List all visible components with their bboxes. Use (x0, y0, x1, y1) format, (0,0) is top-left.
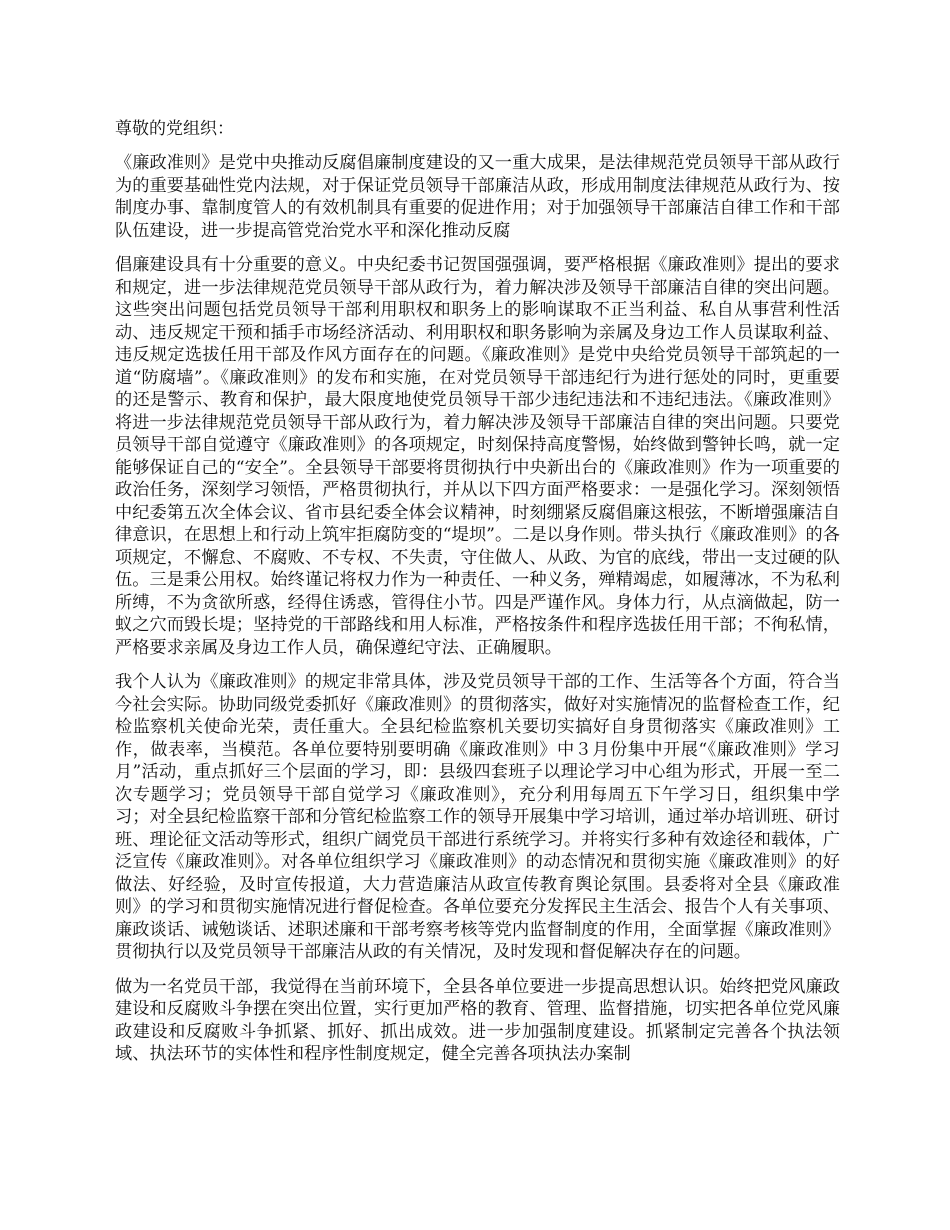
paragraph-4: 做为一名党员干部，我觉得在当前环境下，全县各单位要进一步提高思想认识。始终把党风廉政建设和反腐败斗争摆在突出位置，实行更加严格的教育、管理、监督措施，切实把各单位党风廉政建设和反腐败斗争抓紧、抓好、抓出成效。进一步加强制度建设。抓紧制定完善各个执法领域、执法环节的实体性和程序性制度规定，健全完善各项执法办案制 (115, 976, 840, 1064)
paragraph-1: 《廉政准则》是党中央推动反腐倡廉制度建设的又一重大成果，是法律规范党员领导干部从政行为的重要基础性党内法规，对于保证党员领导干部廉洁从政，形成用制度法律规范从政行为、按制度办事、靠制度管人的有效机制具有重要的促进作用；对于加强领导干部廉洁自律工作和干部队伍建设，进一步提高管党治党水平和深化推动反腐 (115, 153, 840, 241)
paragraph-3: 我个人认为《廉政准则》的规定非常具体，涉及党员领导干部的工作、生活等各个方面，符合当今社会实际。协助同级党委抓好《廉政准则》的贯彻落实，做好对实施情况的监督检查工作，纪检监察机关使命光荣，责任重大。全县纪检监察机关要切实搞好自身贯彻落实《廉政准则》工作，做表率，当模范。各单位要特别要明确《廉政准则》中３月份集中开展“《廉政准则》学习月”活动，重点抓好三个层面的学习，即：县级四套班子以理论学习中心组为形式，开展一至二次专题学习；党员领导干部自觉学习《廉政准则》，充分利用每周五下午学习日，组织集中学习；对全县纪检监察干部和分管纪检监察工作的领导开展集中学习培训，通过举办培训班、研讨班、理论征文活动等形式，组织广阔党员干部进行系统学习。并将实行多种有效途径和载体，广泛宣传《廉政准则》。对各单位组织学习《廉政准则》的动态情况和贯彻实施《廉政准则》的好做法、好经验，及时宣传报道，大力营造廉洁从政宣传教育舆论氛围。县委将对全县《廉政准则》的学习和贯彻实施情况进行督促检查。各单位要充分发挥民主生活会、报告个人有关事项、廉政谈话、诫勉谈话、述职述廉和干部考察考核等党内监督制度的作用，全面掌握《廉政准则》贯彻执行以及党员领导干部廉洁从政的有关情况，及时发现和督促解决存在的问题。 (115, 672, 840, 962)
document-body (115, 118, 840, 1078)
salutation: 尊敬的党组织： (115, 119, 234, 139)
paragraph-2: 倡廉建设具有十分重要的意义。中央纪委书记贺国强强调，要严格根据《廉政准则》提出的要求和规定，进一步法律规范党员领导干部从政行为，着力解决涉及领导干部廉洁自律的突出问题。这些突出问题包括党员领导干部利用职权和职务上的影响谋取不正当利益、私自从事营利性活动、违反规定干预和插手市场经济活动、利用职权和职务影响为亲属及身边工作人员谋取利益、违反规定选拔任用干部及作风方面存在的问题。《廉政准则》是党中央给党员领导干部筑起的一道“防腐墙”。《廉政准则》的发布和实施，在对党员领导干部违纪行为进行惩处的同时，更重要的还是警示、教育和保护，最大限度地使党员领导干部少违纪违法和不违纪违法。《廉政准则》将进一步法律规范党员领导干部从政行为，着力解决涉及领导干部廉洁自律的突出问题。只要党员领导干部自觉遵守《廉政准则》的各项规定，时刻保持高度警惕，始终做到警钟长鸣，就一定能够保证自己的“安全”。全县领导干部要将贯彻执行中央新出台的《廉政准则》作为一项重要的政治任务，深刻学习领悟，严格贯彻执行，并从以下四方面严格要求：一是强化学习。深刻领悟中纪委第五次全体会议、省市县纪委全体会议精神，时刻绷紧反腐倡廉这根弦，不断增强廉洁自律意识，在思想上和行动上筑牢拒腐防变的“堤坝”。二是以身作则。带头执行《廉政准则》的各项规定，不懈怠、不腐败、不专权、不失责，守住做人、从政、为官的底线，带出一支过硬的队伍。三是秉公用权。始终谨记将权力作为一种责任、一种义务，殚精竭虑，如履薄冰，不为私利所缚，不为贪欲所惑，经得住诱惑，管得住小节。四是严谨作风。身体力行，从点滴做起，防一蚁之穴而毁长堤；坚持党的干部路线和用人标准，严格按条件和程序选拔任用干部；不徇私情，严格要求亲属及身边工作人员，确保遵纪守法、正确履职。 (115, 255, 840, 658)
